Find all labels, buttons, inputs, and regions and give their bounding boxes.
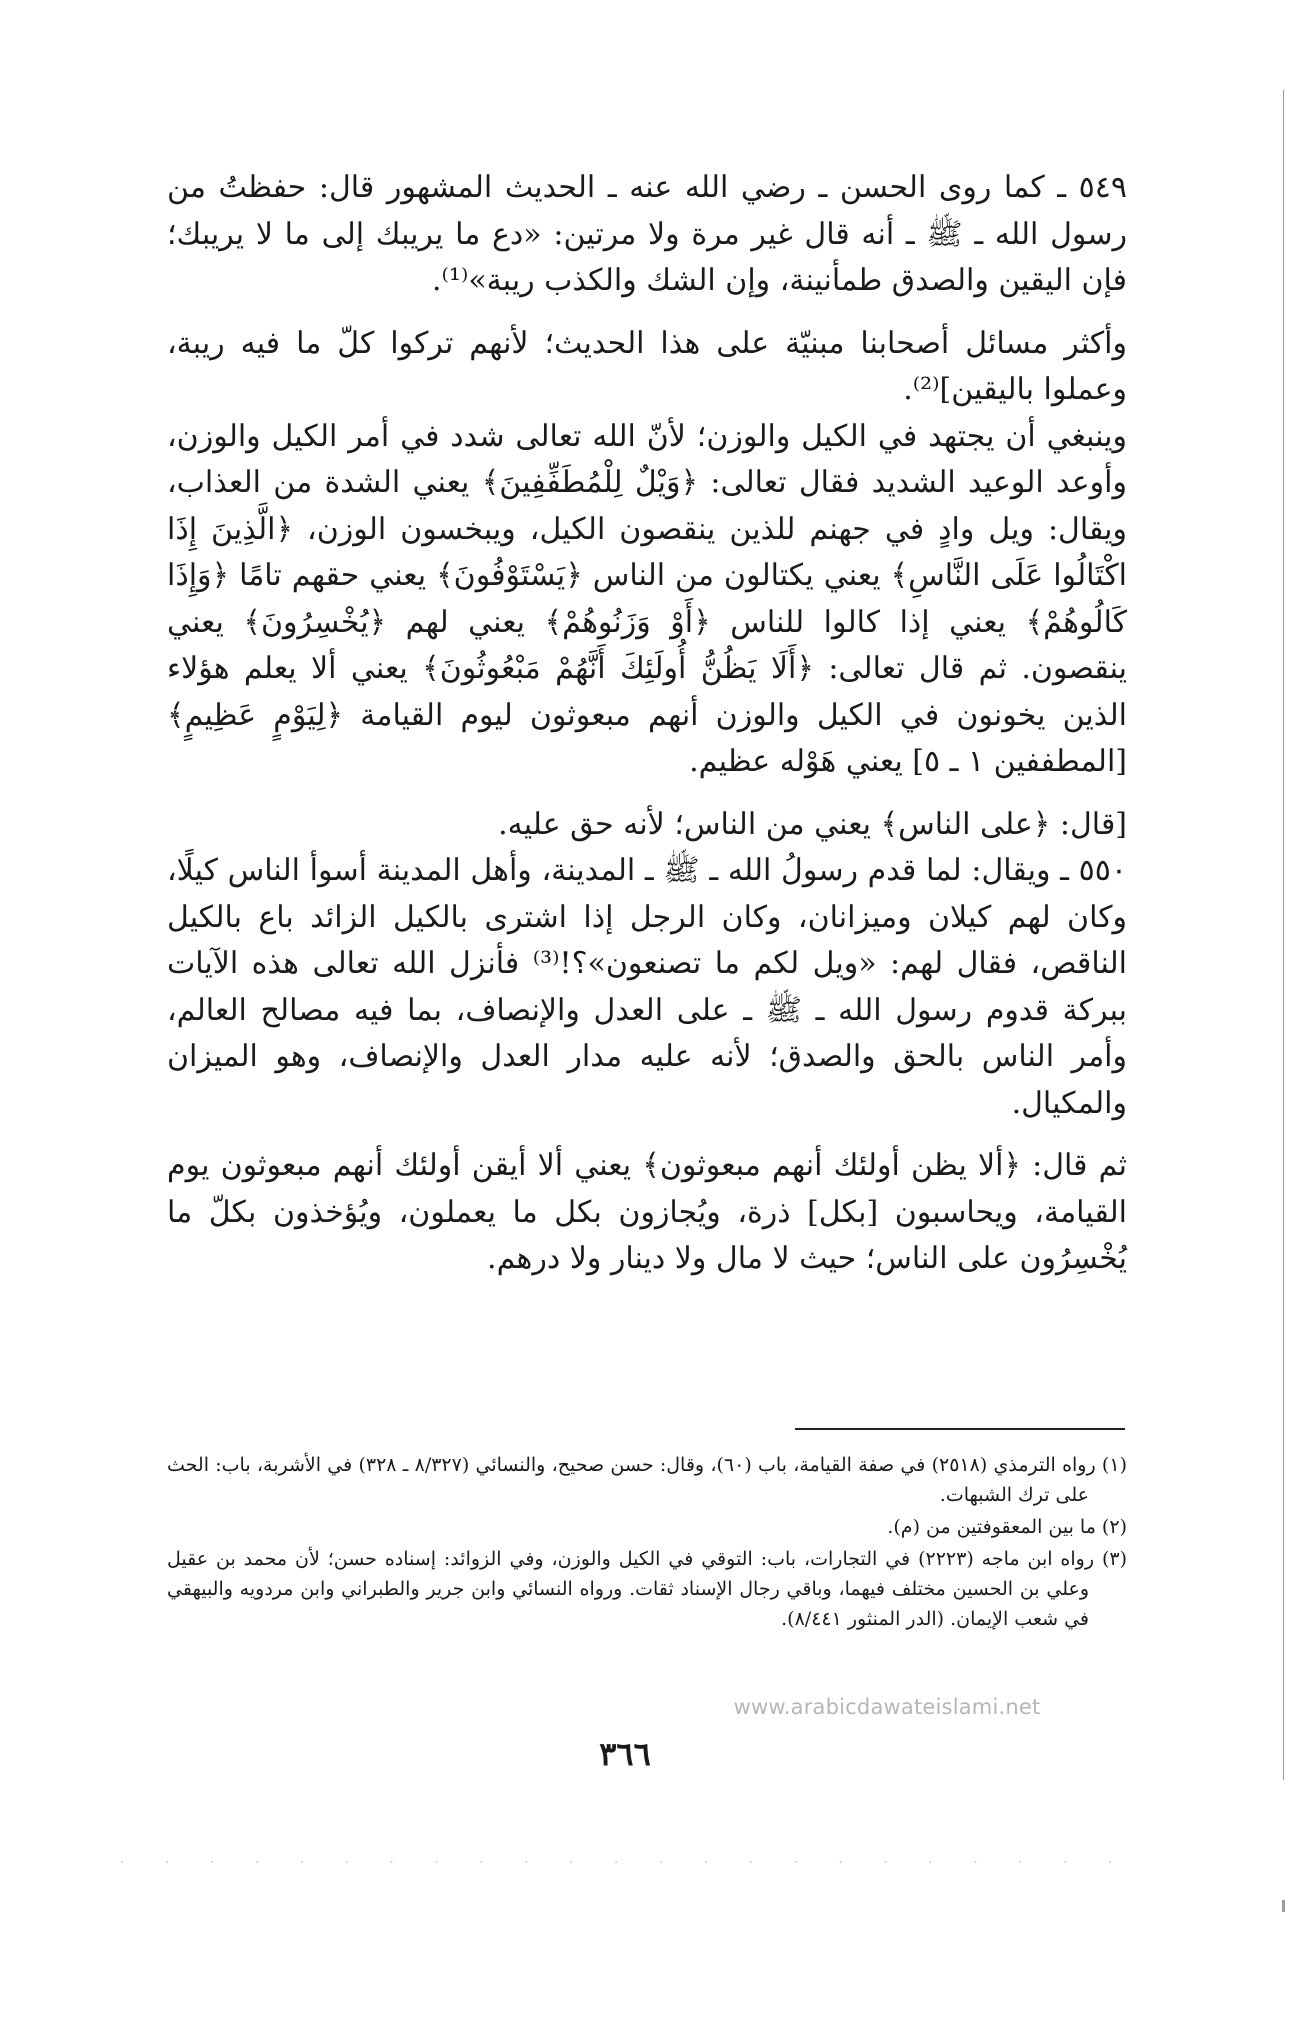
page-number: ٣٦٦ [599, 1735, 651, 1773]
footnote-1: (١) رواه الترمذي (٢٥١٨) في صفة القيامة، باب (٦٠)، وقال: حسن صحيح، والنسائي (٨/٣٢٧ ـ ٣٢٨) في الأشربة، باب: الحث على ترك الشبهات. [167, 1454, 1127, 1506]
main-text [167, 165, 1127, 1283]
paragraph-thumma-qal: ثم قال: ﴿ألا يظن أولئك أنهم مبعوثون﴾ يعني ألا أيقن أولئك أنهم مبعوثون يوم القيامة، ويحاسبون [بكل] ذرة، ويُجازون بكل ما يعملون، ويُؤخذون بكلّ ما يُخْسِرُون على الناس؛ حيث لا مال ولا دينار ولا درهم. [167, 1148, 1127, 1276]
paragraph-ashab: وأكثر مسائل أصحابنا مبنيّة على هذا الحديث؛ لأنهم تركوا كلّ ما فيه ريبة، وعملوا باليقين]⁽²⁾. [167, 325, 1127, 407]
page-edge-tick [1282, 1900, 1285, 1912]
footnote-separator [795, 1428, 1125, 1430]
paragraph-kayl: وينبغي أن يجتهد في الكيل والوزن؛ لأنّ الله تعالى شدد في أمر الكيل والوزن، وأوعد الوعيد الشديد فقال تعالى: ﴿وَيْلٌ لِلْمُطَفِّفِينَ﴾ يعني الشدة من العذاب، ويقال: ويل وادٍ في جهنم للذين ينقصون الكيل، ويبخسون الوزن، ﴿الَّذِينَ إِذَا اكْتَالُوا عَلَى النَّاسِ﴾ يعني يكتالون من الناس ﴿يَسْتَوْفُونَ﴾ يعني حقهم تامًا ﴿وَإِذَا كَالُوهُمْ﴾ يعني إذا كالوا للناس ﴿أَوْ وَزَنُوهُمْ﴾ يعني لهم ﴿يُخْسِرُونَ﴾ يعني ينقصون. ثم قال تعالى: ﴿أَلَا يَظُنُّ أُولَئِكَ أَنَّهُمْ مَبْعُوثُونَ﴾ يعني ألا يعلم هؤلاء الذين يخونون في الكيل والوزن أنهم مبعوثون ليوم القيامة ﴿لِيَوْمٍ عَظِيمٍ﴾ [المطففين ١ ـ ٥] يعني هَوْله عظيم. [167, 418, 1127, 779]
footnote-3: (٣) رواه ابن ماجه (٢٢٢٣) في التجارات، باب: التوقي في الكيل والوزن، وفي الزوائد: إسناده حسن؛ لأن محمد بن عقيل وعلي بن الحسين مختلف فيهما، وباقي رجال الإسناد ثقات. ورواه النسائي وابن جرير والطبراني وابن مردويه والبيهقي في شعب الإيمان. (الدر المنثور ٨/٤٤١). [167, 1548, 1127, 1630]
page-edge-line [1283, 90, 1284, 1780]
watermark: www.arabicdawateislami.net [733, 1695, 1041, 1719]
footnotes [167, 1450, 1127, 1636]
footnote-2: (٢) ما بين المعقوفتين من (م). [887, 1516, 1127, 1538]
scan-speckles: · · · · · · · · · · · · · · · · · · · · · · · [120, 1855, 1131, 1871]
paragraph-qal: [قال: ﴿على الناس﴾ يعني من الناس؛ لأنه حق عليه. [498, 806, 1127, 842]
paragraph-550: ٥٥٠ ـ ويقال: لما قدم رسولُ الله ـ ﷺ ـ المدينة، وأهل المدينة أسوأ الناس كيلًا، وكان لهم كيلان وميزانان، وكان الرجل إذا اشترى بالكيل الزائد باع بالكيل الناقص، فقال لهم: «ويل لكم ما تصنعون»؟!⁽³⁾ فأنزل الله تعالى هذه الآيات ببركة قدوم رسول الله ـ ﷺ ـ على العدل والإنصاف، بما فيه مصالح العالم، وأمر الناس بالحق والصدق؛ لأنه عليه مدار العدل والإنصاف، وهو الميزان والمكيال. [167, 853, 1127, 1121]
paragraph-549: ٥٤٩ ـ كما روى الحسن ـ رضي الله عنه ـ الحديث المشهور قال: حفظتُ من رسول الله ـ ﷺ ـ أنه قال غير مرة ولا مرتين: «دع ما يريبك إلى ما لا يريبك؛ فإن اليقين والصدق طمأنينة، وإن الشك والكذب ريبة»⁽¹⁾. [167, 170, 1127, 298]
